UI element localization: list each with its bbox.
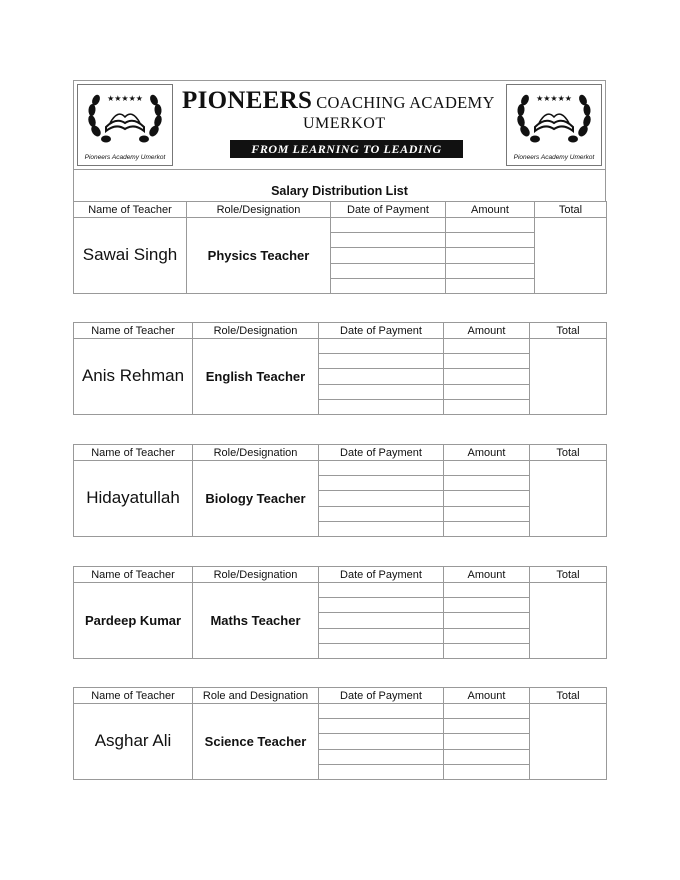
amount-cell[interactable] xyxy=(444,734,530,749)
table-header-row xyxy=(74,688,607,704)
col-total-header: Total xyxy=(530,323,607,339)
col-name-header: Name of Teacher xyxy=(74,688,193,704)
amount-cell[interactable] xyxy=(444,384,530,399)
salary-table xyxy=(73,322,607,415)
amount-cell[interactable] xyxy=(446,278,535,293)
col-name-header: Name of Teacher xyxy=(74,445,193,461)
col-total-header: Total xyxy=(530,688,607,704)
amount-cell[interactable] xyxy=(444,764,530,779)
table-row xyxy=(74,461,607,476)
amount-cell[interactable] xyxy=(444,749,530,764)
table-row xyxy=(74,339,607,354)
salary-table xyxy=(73,201,607,294)
list-title: Salary Distribution List xyxy=(271,184,408,198)
teacher-name: Asghar Ali xyxy=(74,704,193,780)
table-header-row xyxy=(74,445,607,461)
academy-logo-right xyxy=(506,84,602,166)
col-role-header: Role/Designation xyxy=(193,567,319,583)
table-row xyxy=(74,704,607,719)
academy-city: UMERKOT xyxy=(303,115,386,132)
payment-date-cell[interactable] xyxy=(319,749,444,764)
amount-cell[interactable] xyxy=(444,704,530,719)
total-cell[interactable] xyxy=(530,583,607,659)
col-date-header: Date of Payment xyxy=(319,445,444,461)
teacher-name: Anis Rehman xyxy=(74,339,193,415)
payment-date-cell[interactable] xyxy=(331,218,446,233)
col-total-header: Total xyxy=(530,445,607,461)
teacher-role: English Teacher xyxy=(193,339,319,415)
academy-header xyxy=(73,80,606,170)
academy-name xyxy=(182,87,495,115)
academy-name-rest: COACHING ACADEMY xyxy=(316,93,495,112)
col-amount-header: Amount xyxy=(444,567,530,583)
payment-date-cell[interactable] xyxy=(319,506,444,521)
payment-date-cell[interactable] xyxy=(319,643,444,658)
table-row xyxy=(74,218,607,233)
col-date-header: Date of Payment xyxy=(319,567,444,583)
table-header-row xyxy=(74,202,607,218)
teacher-role: Science Teacher xyxy=(193,704,319,780)
payment-date-cell[interactable] xyxy=(319,583,444,598)
amount-cell[interactable] xyxy=(446,263,535,278)
col-total-header: Total xyxy=(535,202,607,218)
svg-text:★★★★★: ★★★★★ xyxy=(107,94,143,103)
payment-date-cell[interactable] xyxy=(319,399,444,414)
col-name-header: Name of Teacher xyxy=(74,202,187,218)
amount-cell[interactable] xyxy=(444,613,530,628)
payment-date-cell[interactable] xyxy=(319,339,444,354)
col-role-header: Role/Designation xyxy=(193,445,319,461)
payment-date-cell[interactable] xyxy=(319,598,444,613)
amount-cell[interactable] xyxy=(444,628,530,643)
list-title-row xyxy=(73,170,606,201)
amount-cell[interactable] xyxy=(444,719,530,734)
payment-date-cell[interactable] xyxy=(331,233,446,248)
logo-caption-left: Pioneers Academy Umerkot xyxy=(84,154,166,161)
total-cell[interactable] xyxy=(530,704,607,780)
amount-cell[interactable] xyxy=(444,506,530,521)
col-date-header: Date of Payment xyxy=(319,688,444,704)
col-amount-header: Amount xyxy=(444,688,530,704)
amount-cell[interactable] xyxy=(444,521,530,536)
salary-table xyxy=(73,444,607,537)
table-row xyxy=(74,583,607,598)
amount-cell[interactable] xyxy=(446,233,535,248)
payment-date-cell[interactable] xyxy=(319,704,444,719)
col-date-header: Date of Payment xyxy=(331,202,446,218)
teacher-role: Biology Teacher xyxy=(193,461,319,537)
teacher-role: Maths Teacher xyxy=(193,583,319,659)
payment-date-cell[interactable] xyxy=(319,719,444,734)
amount-cell[interactable] xyxy=(444,643,530,658)
amount-cell[interactable] xyxy=(444,399,530,414)
payment-date-cell[interactable] xyxy=(319,384,444,399)
teacher-name: Sawai Singh xyxy=(74,218,187,294)
total-cell[interactable] xyxy=(535,218,607,294)
col-total-header: Total xyxy=(530,567,607,583)
col-amount-header: Amount xyxy=(444,445,530,461)
payment-date-cell[interactable] xyxy=(319,613,444,628)
amount-cell[interactable] xyxy=(444,369,530,384)
payment-date-cell[interactable] xyxy=(319,476,444,491)
col-role-header: Role/Designation xyxy=(187,202,331,218)
payment-date-cell[interactable] xyxy=(319,461,444,476)
table-header-row xyxy=(74,567,607,583)
teacher-name: Hidayatullah xyxy=(74,461,193,537)
table-header-row xyxy=(74,323,607,339)
col-amount-header: Amount xyxy=(444,323,530,339)
total-cell[interactable] xyxy=(530,339,607,415)
amount-cell[interactable] xyxy=(444,339,530,354)
col-date-header: Date of Payment xyxy=(319,323,444,339)
payment-date-cell[interactable] xyxy=(319,764,444,779)
academy-name-main: PIONEERS xyxy=(182,87,313,114)
svg-text:★★★★★: ★★★★★ xyxy=(536,94,572,103)
salary-table xyxy=(73,566,607,659)
laurel-book-icon xyxy=(86,87,164,153)
academy-tagline: FROM LEARNING TO LEADING xyxy=(230,140,463,158)
amount-cell[interactable] xyxy=(446,248,535,263)
payment-date-cell[interactable] xyxy=(319,628,444,643)
laurel-book-icon xyxy=(515,87,593,153)
amount-cell[interactable] xyxy=(444,491,530,506)
amount-cell[interactable] xyxy=(444,583,530,598)
payment-date-cell[interactable] xyxy=(319,734,444,749)
teacher-role: Physics Teacher xyxy=(187,218,331,294)
teacher-name: Pardeep Kumar xyxy=(74,583,193,659)
payment-date-cell[interactable] xyxy=(331,248,446,263)
payment-date-cell[interactable] xyxy=(319,369,444,384)
col-role-header: Role and Designation xyxy=(193,688,319,704)
total-cell[interactable] xyxy=(530,461,607,537)
payment-date-cell[interactable] xyxy=(331,278,446,293)
amount-cell[interactable] xyxy=(446,218,535,233)
col-name-header: Name of Teacher xyxy=(74,567,193,583)
col-name-header: Name of Teacher xyxy=(74,323,193,339)
academy-logo-left xyxy=(77,84,173,166)
logo-caption-right: Pioneers Academy Umerkot xyxy=(513,154,595,161)
payment-date-cell[interactable] xyxy=(319,491,444,506)
col-role-header: Role/Designation xyxy=(193,323,319,339)
col-amount-header: Amount xyxy=(446,202,535,218)
amount-cell[interactable] xyxy=(444,461,530,476)
payment-date-cell[interactable] xyxy=(319,354,444,369)
amount-cell[interactable] xyxy=(444,476,530,491)
amount-cell[interactable] xyxy=(444,354,530,369)
payment-date-cell[interactable] xyxy=(319,521,444,536)
amount-cell[interactable] xyxy=(444,598,530,613)
salary-table xyxy=(73,687,607,780)
payment-date-cell[interactable] xyxy=(331,263,446,278)
